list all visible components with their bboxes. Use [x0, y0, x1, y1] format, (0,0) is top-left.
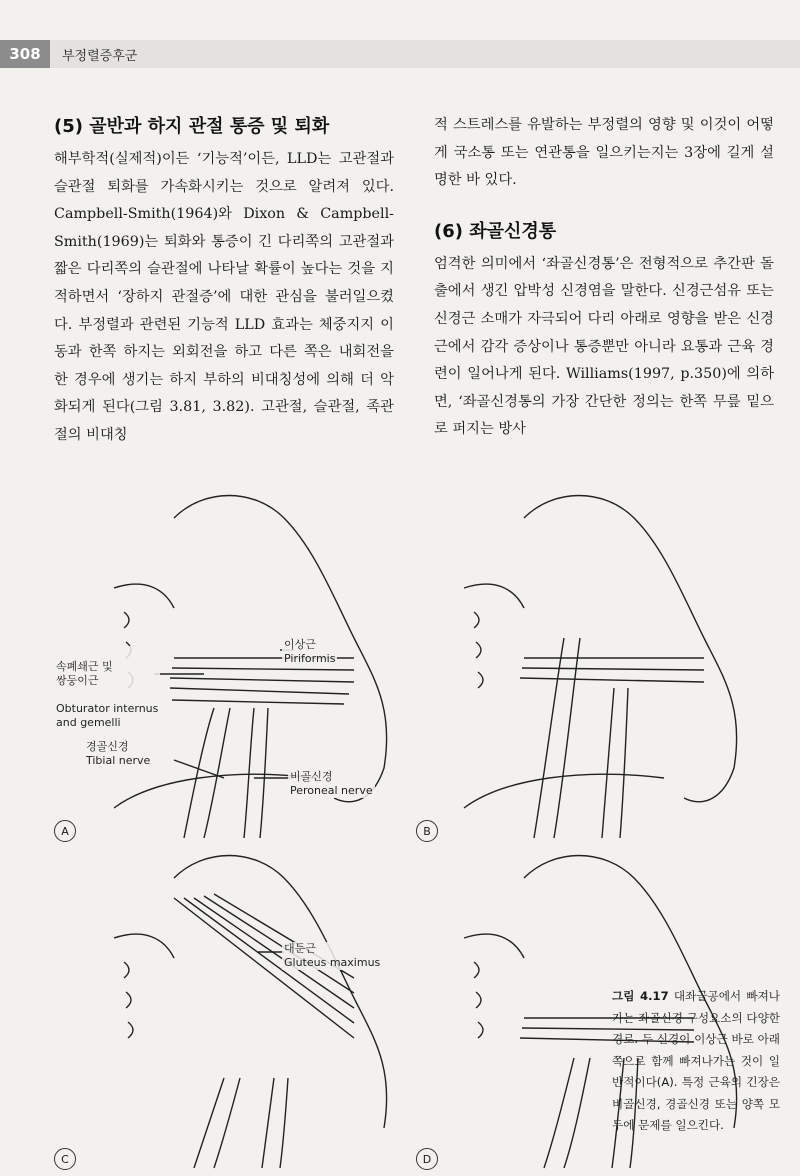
- section-body-pelvis-joint-pain: 해부학적(실제적)이든 ‘기능적’이든, LLD는 고관절과 슬관절 퇴화를 가속화시키는 것으로 알려져 있다. Campbell-Smith(1964)와 Dixon & Campbell-Smith(1969)는 퇴화와 통증이 긴 다리쪽의 고관절과 짧은 다리쪽의 슬관절에 나타날 확률이 높다는 것을 지적하면서 ‘장하지 관절증’에 대한 관심을 불러일으켰다. 부정렬과 관련된 기능적 LLD 효과는 체중지지 이동과 한쪽 하지는 외회전을 하고 다른 쪽은 내회전을 한 경우에 생기는 하지 부하의 비대칭성에 의해 더 악화되게 된다(그림 3.81, 3.82). 고관절, 슬관절, 족관절의 비대칭: [54, 151, 394, 443]
- figure-caption: [612, 986, 780, 1137]
- label-obturator-en: Obturator internus and gemelli: [56, 702, 159, 729]
- label-piriformis-en: Piriformis: [284, 652, 336, 665]
- running-title: 부정렬증후군: [62, 48, 138, 64]
- label-gluteus-ko: 대둔근: [284, 942, 316, 955]
- panel-letter-d: D: [416, 1148, 438, 1170]
- panel-letter-c: C: [54, 1148, 76, 1170]
- panel-letter-a: A: [54, 820, 76, 842]
- label-peroneal-ko: 비골신경: [290, 770, 333, 783]
- label-obturator: [54, 646, 160, 744]
- section-body-continued: 적 스트레스를 유발하는 부정렬의 영향 및 이것이 어떻게 국소통 또는 연관통을 일으키는지는 3장에 길게 설명한 바 있다.: [434, 117, 774, 189]
- left-column: [54, 112, 394, 450]
- panel-b-drawing: [464, 496, 737, 839]
- caption-label: 그림 4.17: [612, 989, 669, 1003]
- label-tibial-nerve: [84, 740, 152, 768]
- panel-c-drawing: [114, 856, 387, 1169]
- page-number: 308: [0, 40, 50, 68]
- label-piriformis: [282, 638, 337, 666]
- label-gluteus-en: Gluteus maximus: [284, 956, 381, 969]
- label-peroneal-nerve: [288, 770, 375, 798]
- label-piriformis-ko: 이상근: [284, 638, 316, 651]
- panel-letter-b: B: [416, 820, 438, 842]
- label-tibial-en: Tibial nerve: [86, 754, 151, 767]
- section-heading-pelvis-joint-pain: (5) 골반과 하지 관절 통증 및 퇴화: [54, 116, 330, 137]
- label-obturator-ko: 속폐쇄근 및 쌍둥이근: [56, 660, 113, 687]
- label-gluteus-maximus: [282, 942, 382, 970]
- label-peroneal-en: Peroneal nerve: [290, 784, 373, 797]
- caption-text: 대좌골공에서 빠져나가는 좌골신경 구성요소의 다양한 경로. 두 신경이 이상근 바로 아래쪽으로 함께 빠져나가는 것이 일반적이다(A). 특정 근육의 긴장은 비골신경, 경골신경 또는 양쪽 모두에 문제를 일으킨다.: [612, 989, 780, 1132]
- section-body-sciatica: 엄격한 의미에서 ‘좌골신경통’은 전형적으로 추간판 돌출에서 생긴 압박성 신경염을 말한다. 신경근섬유 또는 신경근 소매가 자극되어 다리 아래로 영향을 받은 신경근에서 감각 증상이나 통증뿐만 아니라 요통과 근육 경련이 일어나게 된다. Williams(1997, p.350)에 의하면, ‘좌골신경통의 가장 간단한 정의는 한쪽 무릎 밑으로 퍼지는 방사: [434, 255, 774, 438]
- label-tibial-ko: 경골신경: [86, 740, 129, 753]
- section-heading-sciatica: (6) 좌골신경통: [434, 220, 557, 242]
- right-column: [434, 112, 774, 444]
